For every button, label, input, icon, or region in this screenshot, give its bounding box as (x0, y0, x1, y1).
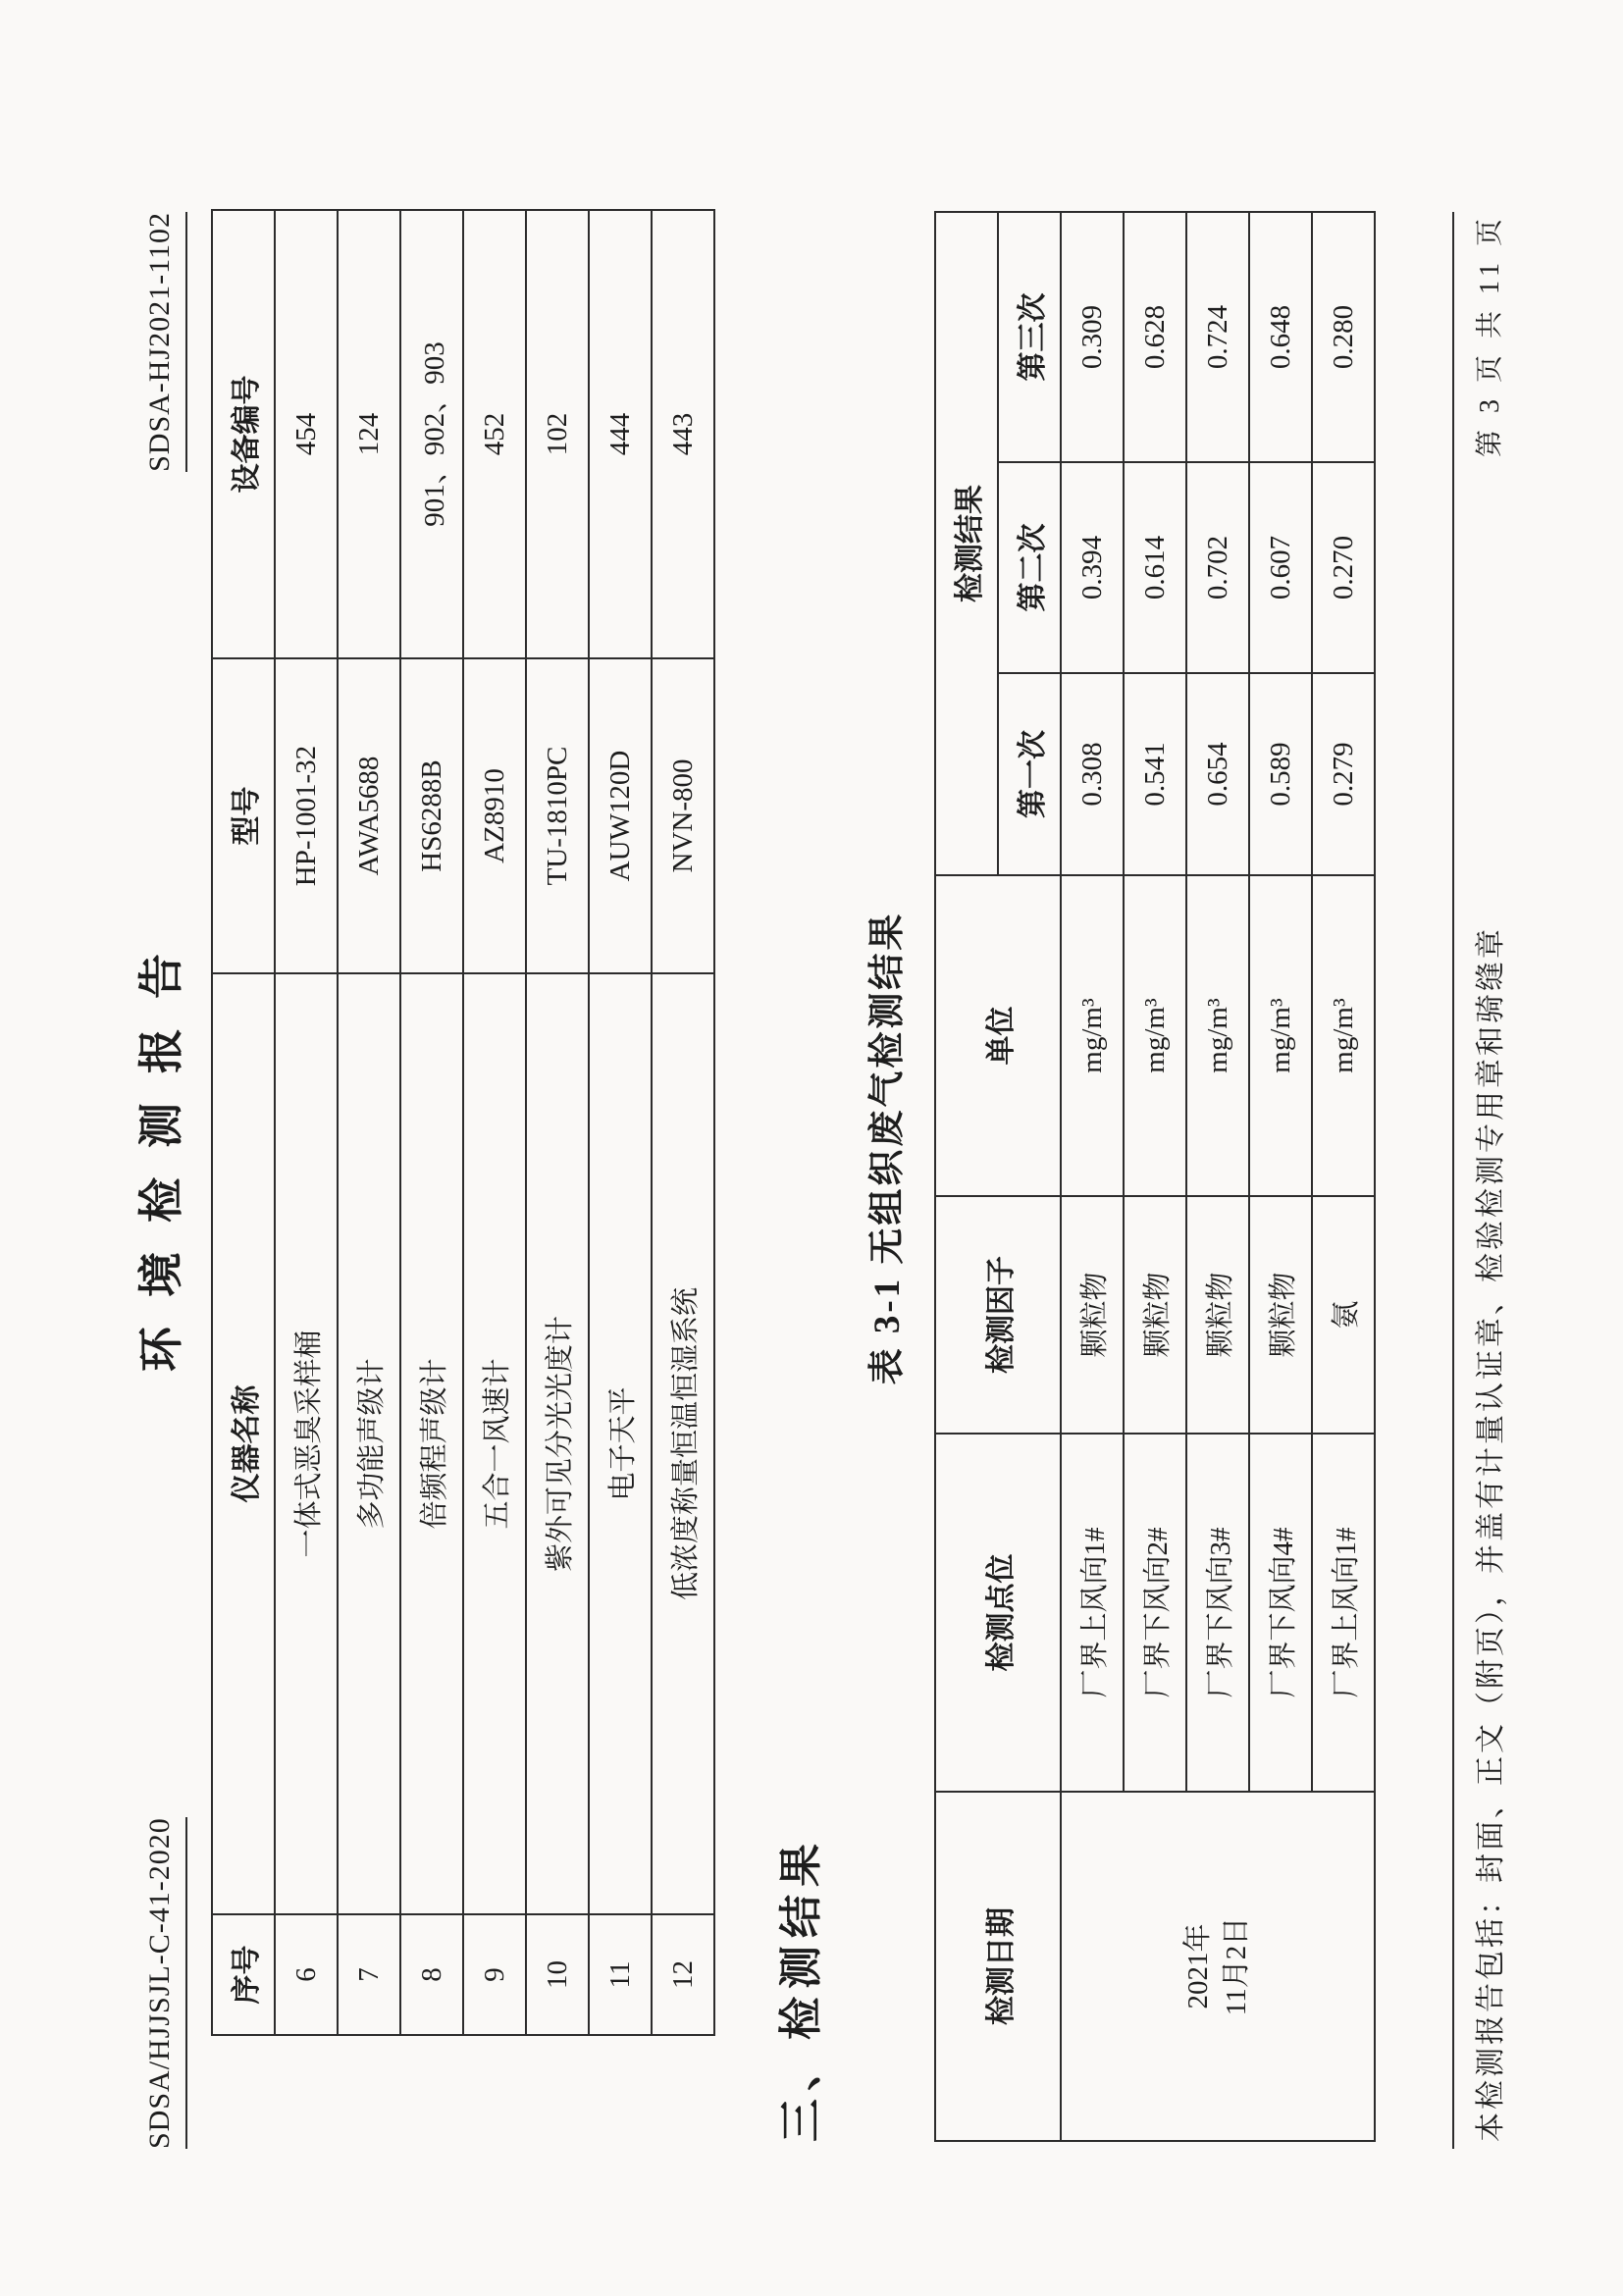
value3-cell: 0.648 (1249, 212, 1312, 462)
value2-cell: 0.607 (1249, 462, 1312, 673)
model-cell: HS6288B (400, 658, 463, 973)
factor-cell: 颗粒物 (1124, 1196, 1186, 1434)
date-cell (1061, 1792, 1375, 2141)
header-results-group: 检测结果 (935, 212, 998, 875)
header-model: 型号 (212, 658, 275, 973)
location-cell: 厂界上风向1# (1312, 1434, 1375, 1792)
value2-cell: 0.394 (1061, 462, 1124, 673)
location-cell: 厂界下风向4# (1249, 1434, 1312, 1792)
instrument-header-row (212, 210, 275, 2035)
model-cell: HP-1001-32 (275, 658, 338, 973)
instrument-row (400, 210, 463, 2035)
serial-cell: 7 (338, 1914, 400, 2035)
name-cell: 五合一风速计 (463, 973, 526, 1914)
value1-cell: 0.308 (1061, 673, 1124, 875)
value1-cell: 0.654 (1186, 673, 1249, 875)
location-cell: 厂界下风向2# (1124, 1434, 1186, 1792)
unit-cell: mg/m³ (1249, 875, 1312, 1196)
instrument-row (526, 210, 589, 2035)
value3-cell: 0.280 (1312, 212, 1375, 462)
name-cell: 一体式恶臭采样桶 (275, 973, 338, 1914)
report-title: 环境检测报告 (136, 924, 186, 1372)
model-cell: NVN-800 (652, 658, 714, 973)
instrument-row (463, 210, 526, 2035)
instrument-row (589, 210, 652, 2035)
device-no-cell: 443 (652, 210, 714, 658)
factor-cell: 颗粒物 (1249, 1196, 1312, 1434)
serial-cell: 11 (589, 1914, 652, 2035)
instrument-row (338, 210, 400, 2035)
unit-cell: mg/m³ (1061, 875, 1124, 1196)
unit-cell: mg/m³ (1312, 875, 1375, 1196)
value3-cell: 0.724 (1186, 212, 1249, 462)
model-cell: AWA5688 (338, 658, 400, 973)
serial-cell: 10 (526, 1914, 589, 2035)
model-cell: AZ8910 (463, 658, 526, 973)
factor-cell: 颗粒物 (1061, 1196, 1124, 1434)
value2-cell: 0.614 (1124, 462, 1186, 673)
results-row (1061, 212, 1124, 2141)
header-serial: 序号 (212, 1914, 275, 2035)
serial-cell: 8 (400, 1914, 463, 2035)
name-cell: 低浓度称量恒温恒湿系统 (652, 973, 714, 1914)
value1-cell: 0.541 (1124, 673, 1186, 875)
header-date: 检测日期 (935, 1792, 1061, 2141)
device-no-cell: 124 (338, 210, 400, 658)
value3-cell: 0.628 (1124, 212, 1186, 462)
value1-cell: 0.279 (1312, 673, 1375, 875)
device-no-cell: 454 (275, 210, 338, 658)
serial-cell: 6 (275, 1914, 338, 2035)
doc-code-left: SDSA/HJJSJL-C-41-2020 (143, 1817, 187, 2149)
unit-cell: mg/m³ (1124, 875, 1186, 1196)
location-cell: 厂界上风向1# (1061, 1434, 1124, 1792)
footer-divider (1452, 212, 1454, 2149)
header-unit: 单位 (935, 875, 1061, 1196)
factor-cell: 氨 (1312, 1196, 1375, 1434)
header-run3: 第三次 (998, 212, 1061, 462)
header-factor: 检测因子 (935, 1196, 1061, 1434)
device-no-cell: 102 (526, 210, 589, 658)
header-location: 检测点位 (935, 1434, 1061, 1792)
results-table (934, 211, 1376, 2142)
model-cell: TU-1810PC (526, 658, 589, 973)
device-no-cell: 444 (589, 210, 652, 658)
value3-cell: 0.309 (1061, 212, 1124, 462)
name-cell: 多功能声级计 (338, 973, 400, 1914)
header-device-no: 设备编号 (212, 210, 275, 658)
header-run2: 第二次 (998, 462, 1061, 673)
date-line1: 2021年 (1181, 1923, 1214, 2009)
value1-cell: 0.589 (1249, 673, 1312, 875)
unit-cell: mg/m³ (1186, 875, 1249, 1196)
report-number: SDSA-HJ2021-1102 (143, 212, 187, 472)
header-run1: 第一次 (998, 673, 1061, 875)
name-cell: 紫外可见分光光度计 (526, 973, 589, 1914)
section-heading: 三、检测结果 (777, 1836, 825, 2142)
factor-cell: 颗粒物 (1186, 1196, 1249, 1434)
value2-cell: 0.270 (1312, 462, 1375, 673)
instrument-row (652, 210, 714, 2035)
value2-cell: 0.702 (1186, 462, 1249, 673)
footer-note: 本检测报告包括：封面、正文（附页），并盖有计量认证章、检验检测专用章和骑缝章 (1475, 926, 1507, 2142)
header-instrument-name: 仪器名称 (212, 973, 275, 1914)
location-cell: 厂界下风向3# (1186, 1434, 1249, 1792)
instrument-row (275, 210, 338, 2035)
serial-cell: 12 (652, 1914, 714, 2035)
page-number: 第 3 页 共 11 页 (1475, 214, 1505, 457)
name-cell: 倍频程声级计 (400, 973, 463, 1914)
results-table-caption: 表 3-1 无组织废气检测结果 (867, 911, 908, 1385)
instrument-table (211, 209, 715, 2036)
serial-cell: 9 (463, 1914, 526, 2035)
name-cell: 电子天平 (589, 973, 652, 1914)
device-no-cell: 452 (463, 210, 526, 658)
results-header-row (935, 212, 998, 2141)
date-line2: 11月2日 (1221, 1916, 1252, 2016)
device-no-cell: 901、902、903 (400, 210, 463, 658)
model-cell: AUW120D (589, 658, 652, 973)
